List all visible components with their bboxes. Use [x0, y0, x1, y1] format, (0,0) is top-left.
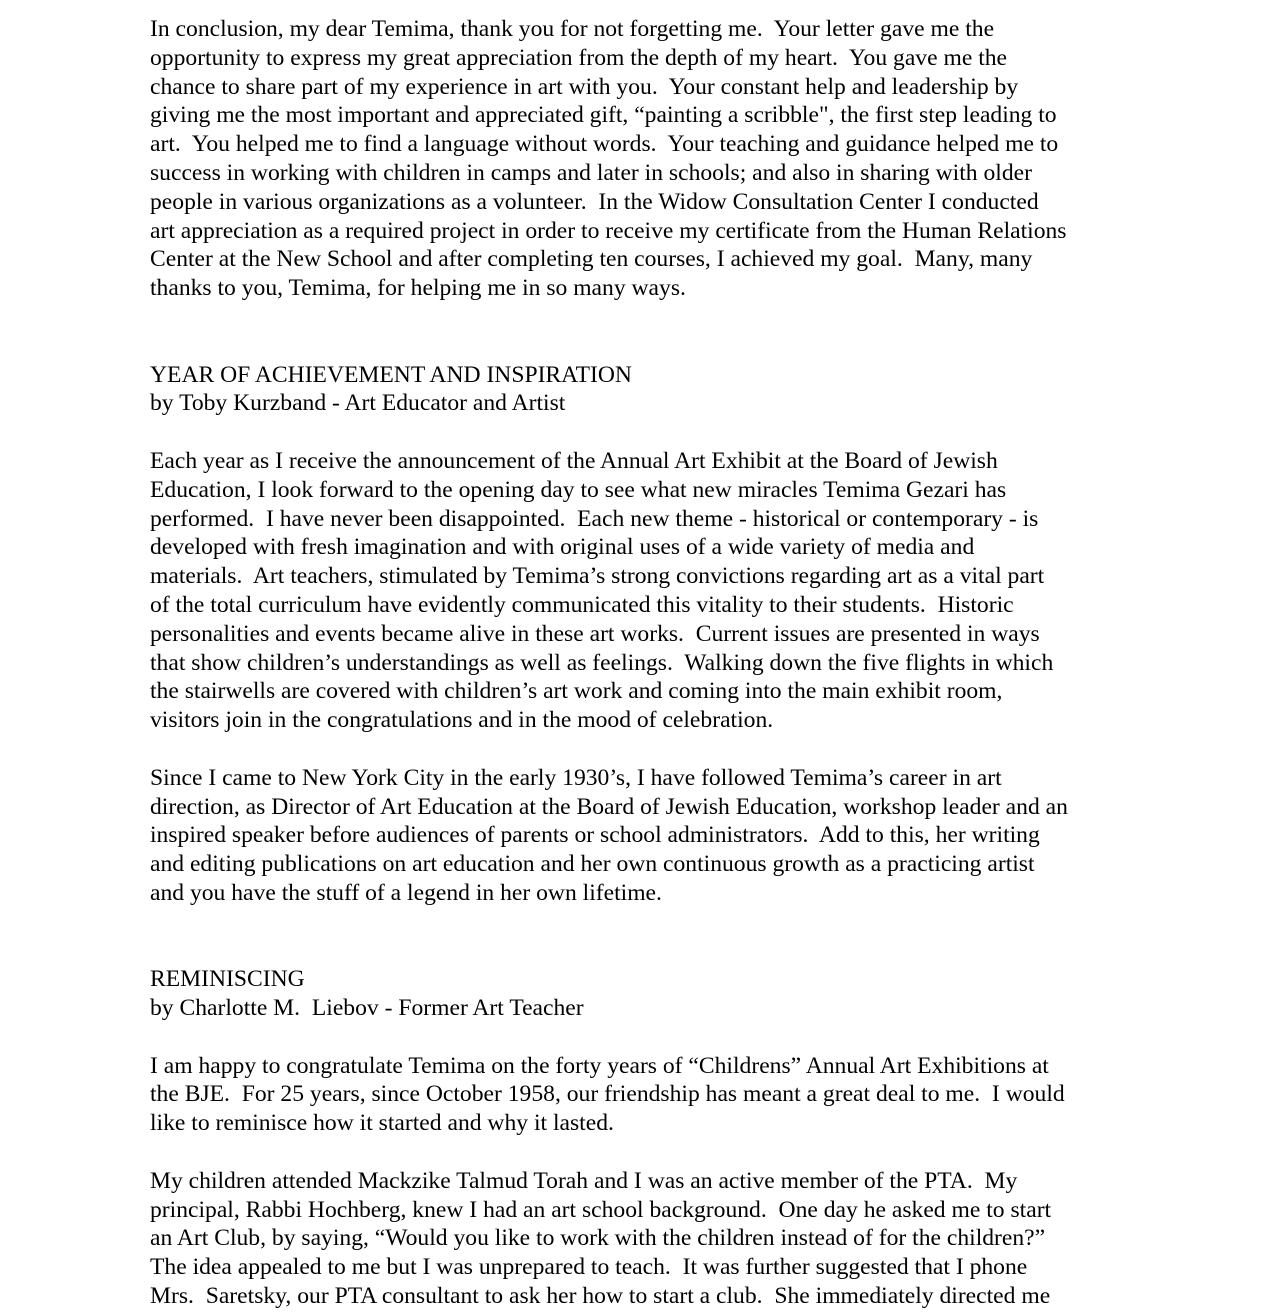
- text-line: materials. Art teachers, stimulated by Temima’s strong convictions regarding art as a vital part: [150, 563, 1045, 590]
- section-byline: by Toby Kurzband - Art Educator and Artist: [150, 390, 566, 417]
- text-line: and you have the stuff of a legend in her own lifetime.: [150, 879, 662, 906]
- text-line: Since I came to New York City in the early 1930’s, I have followed Temima’s career in art: [150, 764, 1002, 791]
- text-line: giving me the most important and appreciated gift, “painting a scribble", the first step leading to: [150, 102, 1057, 129]
- section-spacer: [150, 908, 1140, 966]
- text-line: opportunity to express my great appreciation from the depth of my heart. You gave me the: [150, 44, 1008, 71]
- text-line: the stairwells are covered with children’s art work and coming into the main exhibit room,: [150, 678, 1003, 705]
- text-line: that show children’s understandings as well as feelings. Walking down the five flights in which: [150, 649, 1054, 676]
- text-line: thanks to you, Temima, for helping me in so many ways.: [150, 275, 686, 302]
- text-line: Mrs. Saretsky, our PTA consultant to ask her how to start a club. She immediately directed me: [150, 1283, 1051, 1310]
- text-line: developed with fresh imagination and with original uses of a wide variety of media and: [150, 534, 975, 561]
- section-byline: by Charlotte M. Liebov - Former Art Teacher: [150, 995, 584, 1022]
- text-line: Education, I look forward to the opening day to see what new miracles Temima Gezari has: [150, 476, 1007, 503]
- intro-paragraph: [150, 15, 1140, 303]
- section-paragraph: [150, 1052, 1140, 1138]
- text-line: The idea appealed to me but I was unprepared to teach. It was further suggested that I phone: [150, 1254, 1028, 1281]
- text-line: performed. I have never been disappointed. Each new theme - historical or contemporary - is: [150, 505, 1039, 532]
- text-line: Center at the New School and after completing ten courses, I achieved my goal. Many, many: [150, 246, 1033, 273]
- text-line: My children attended Mackzike Talmud Torah and I was an active member of the PTA. My: [150, 1167, 1018, 1194]
- text-line: and editing publications on art education and her own continuous growth as a practicing artist: [150, 851, 1035, 878]
- paragraph-spacer: [150, 418, 1140, 447]
- section-achievement: [150, 361, 1140, 908]
- text-line: visitors join in the congratulations and in the mood of celebration.: [150, 707, 774, 734]
- section-paragraph: [150, 764, 1140, 908]
- document-page: [150, 15, 1140, 1311]
- text-line: personalities and events became alive in these art works. Current issues are presented in ways: [150, 620, 1040, 647]
- section-spacer: [150, 303, 1140, 361]
- section-title: REMINISCING: [150, 966, 305, 993]
- text-line: like to reminisce how it started and why it lasted.: [150, 1110, 614, 1137]
- text-line: the BJE. For 25 years, since October 1958, our friendship has meant a great deal to me. I would: [150, 1081, 1065, 1108]
- paragraph-spacer: [150, 1023, 1140, 1052]
- text-line: I am happy to congratulate Temima on the forty years of “Childrens” Annual Art Exhibitions at: [150, 1052, 1049, 1079]
- paragraph-spacer: [150, 1138, 1140, 1167]
- section-title: YEAR OF ACHIEVEMENT AND INSPIRATION: [150, 361, 632, 388]
- text-line: principal, Rabbi Hochberg, knew I had an art school background. One day he asked me to start: [150, 1196, 1052, 1223]
- text-line: Each year as I receive the announcement of the Annual Art Exhibit at the Board of Jewish: [150, 447, 998, 474]
- text-line: of the total curriculum have evidently communicated this vitality to their students. Historic: [150, 591, 1014, 618]
- section-paragraph: [150, 447, 1140, 735]
- text-line: direction, as Director of Art Education at the Board of Jewish Education, workshop leader and an: [150, 793, 1068, 820]
- section-reminiscing: [150, 965, 1140, 1311]
- text-line: art appreciation as a required project in order to receive my certificate from the Human Relations: [150, 217, 1067, 244]
- text-line: an Art Club, by saying, “Would you like to work with the children instead of for the children?”: [150, 1225, 1046, 1252]
- text-line: In conclusion, my dear Temima, thank you for not forgetting me. Your letter gave me the: [150, 16, 995, 42]
- text-line: success in working with children in camps and later in schools; and also in sharing with older: [150, 159, 1032, 186]
- text-line: art. You helped me to find a language without words. Your teaching and guidance helped me to: [150, 131, 1059, 158]
- section-paragraph: [150, 1167, 1140, 1311]
- text-line: people in various organizations as a volunteer. In the Widow Consultation Center I conducted: [150, 188, 1039, 215]
- text-line: inspired speaker before audiences of parents or school administrators. Add to this, her writing: [150, 822, 1040, 849]
- paragraph-spacer: [150, 735, 1140, 764]
- text-line: chance to share part of my experience in art with you. Your constant help and leadership by: [150, 73, 1019, 100]
